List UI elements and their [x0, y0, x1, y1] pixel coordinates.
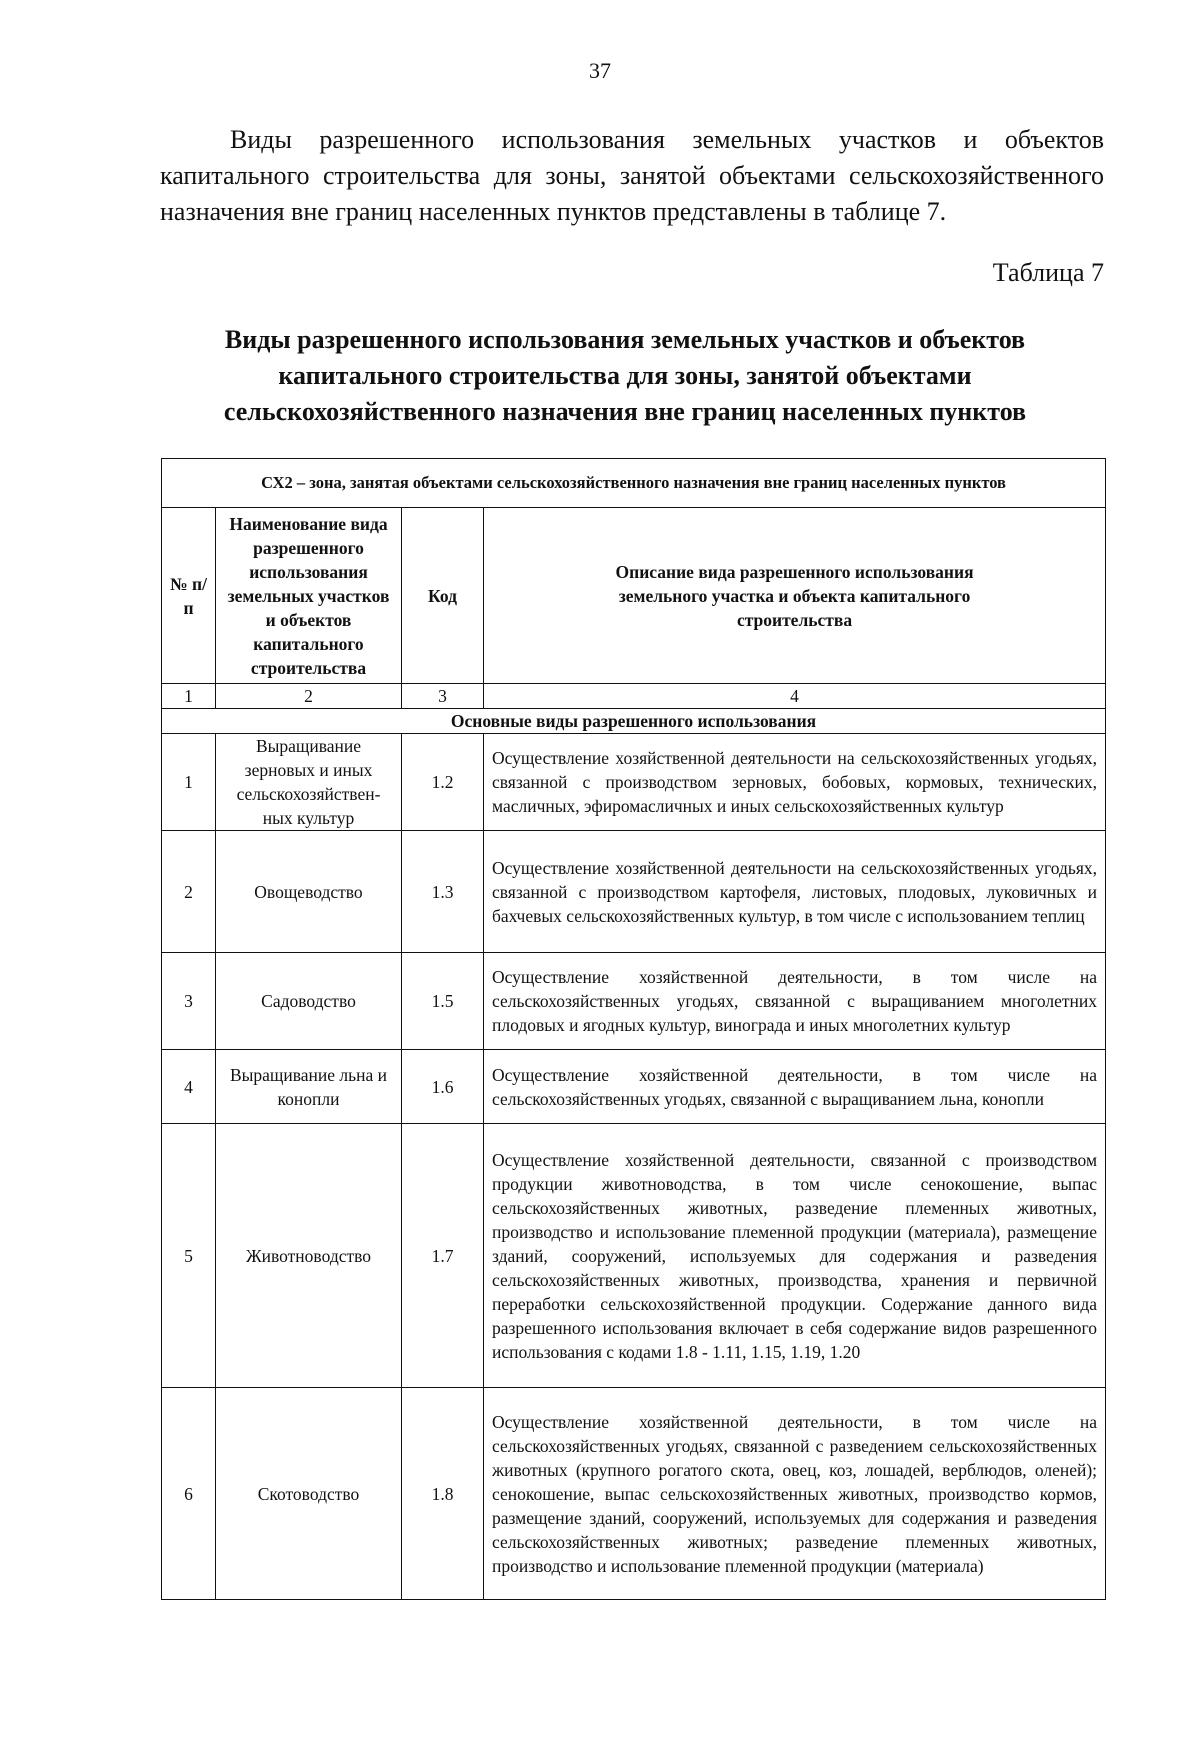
- row-name: Скотоводство: [216, 1388, 402, 1600]
- header-name: Наименование вида разрешенного использования земельных участков и объектов капитального строительства: [216, 508, 402, 684]
- column-number: 1: [162, 684, 216, 709]
- column-header-row: [162, 508, 1106, 684]
- row-code: 1.8: [402, 1388, 484, 1600]
- row-description: Осуществление хозяйственной деятельности, в том числе на сельскохозяйственных угодьях, связанной с выращиванием льна, конопли: [484, 1050, 1106, 1124]
- header-num: № п/п: [162, 508, 216, 684]
- header-description: Описание вида разрешенного использования земельного участка и объекта капитального строительства: [484, 508, 1106, 684]
- table-row: [162, 1388, 1106, 1600]
- table-row: [162, 734, 1106, 831]
- row-description: Осуществление хозяйственной деятельности, в том числе на сельскохозяйственных угодьях, связанной с разведением сельскохозяйственных животных (крупного рогатого скота, овец, коз, лошадей, верблюдов, оленей); сенокошение, выпас сельскохозяйственных животных, производство кормов, размещение зданий, сооружений, используемых для содержания и разведения сельскохозяйственных животных; разведение племенных животных, производство и использование племенной продукции (материала): [484, 1388, 1106, 1600]
- row-name: Садоводство: [216, 953, 402, 1050]
- row-code: 1.6: [402, 1050, 484, 1124]
- column-number: 4: [484, 684, 1106, 709]
- row-description: Осуществление хозяйственной деятельности на сельскохозяйственных угодьях, связанной с производством картофеля, листовых, плодовых, луковичных и бахчевых сельскохозяйственных культур, в том числе с использованием теплиц: [484, 831, 1106, 953]
- row-number: 3: [162, 953, 216, 1050]
- column-number: 2: [216, 684, 402, 709]
- table-row: [162, 1050, 1106, 1124]
- column-number-row: [162, 684, 1106, 709]
- row-number: 6: [162, 1388, 216, 1600]
- table-row: [162, 953, 1106, 1050]
- zone-header-row: [162, 459, 1106, 508]
- table-row: [162, 831, 1106, 953]
- land-use-table: [161, 458, 1106, 1600]
- row-name: Животноводство: [216, 1124, 402, 1388]
- row-code: 1.7: [402, 1124, 484, 1388]
- page-number: 37: [589, 58, 611, 83]
- table-row: [162, 1124, 1106, 1388]
- intro-paragraph: Виды разрешенного использования земельных участков и объектов капитального строительства для зоны, занятой объектами сельскохозяйственного назначения вне границ населенных пунктов представлены в таблице 7.: [160, 125, 1104, 226]
- row-code: 1.3: [402, 831, 484, 953]
- row-description: Осуществление хозяйственной деятельности, в том числе на сельскохозяйственных угодьях, связанной с выращиванием многолетних плодовых и ягодных культур, винограда и иных многолетних культур: [484, 953, 1106, 1050]
- section-row: [162, 709, 1106, 734]
- row-number: 5: [162, 1124, 216, 1388]
- table-title: [140, 322, 1110, 430]
- zone-header: СХ2 – зона, занятая объектами сельскохозяйственного назначения вне границ населенных пунктов: [162, 459, 1106, 508]
- row-number: 1: [162, 734, 216, 831]
- table-title-text: Виды разрешенного использования земельных участков и объектов капитального строительства для зоны, занятой объектами сельскохозяйственного назначения вне границ населенных пунктов: [223, 325, 1027, 426]
- table-label: Таблица 7: [992, 258, 1104, 287]
- column-number: 3: [402, 684, 484, 709]
- row-description: Осуществление хозяйственной деятельности на сельскохозяйственных угодьях, связанной с производством зерновых, бобовых, кормовых, технических, масличных, эфиромасличных и иных сельскохозяйственных культур: [484, 734, 1106, 831]
- row-name: Овощеводство: [216, 831, 402, 953]
- section-title: Основные виды разрешенного использования: [162, 709, 1106, 734]
- row-name: Выращивание льна и конопли: [216, 1050, 402, 1124]
- row-code: 1.2: [402, 734, 484, 831]
- row-code: 1.5: [402, 953, 484, 1050]
- row-number: 2: [162, 831, 216, 953]
- row-description: Осуществление хозяйственной деятельности, связанной с производством продукции животноводства, в том числе сенокошение, выпас сельскохозяйственных животных, разведение племенных животных, производство и использование племенной продукции (материала), размещение зданий, сооружений, используемых для содержания и разведения сельскохозяйственных животных, производства, хранения и первичной переработки сельскохозяйственной продукции. Содержание данного вида разрешенного использования включает в себя содержание видов разрешенного использования с кодами 1.8 - 1.11, 1.15, 1.19, 1.20: [484, 1124, 1106, 1388]
- row-name: Выращивание зерновых и иных сельскохозяйствен-ных культур: [216, 734, 402, 831]
- header-code: Код: [402, 508, 484, 684]
- row-number: 4: [162, 1050, 216, 1124]
